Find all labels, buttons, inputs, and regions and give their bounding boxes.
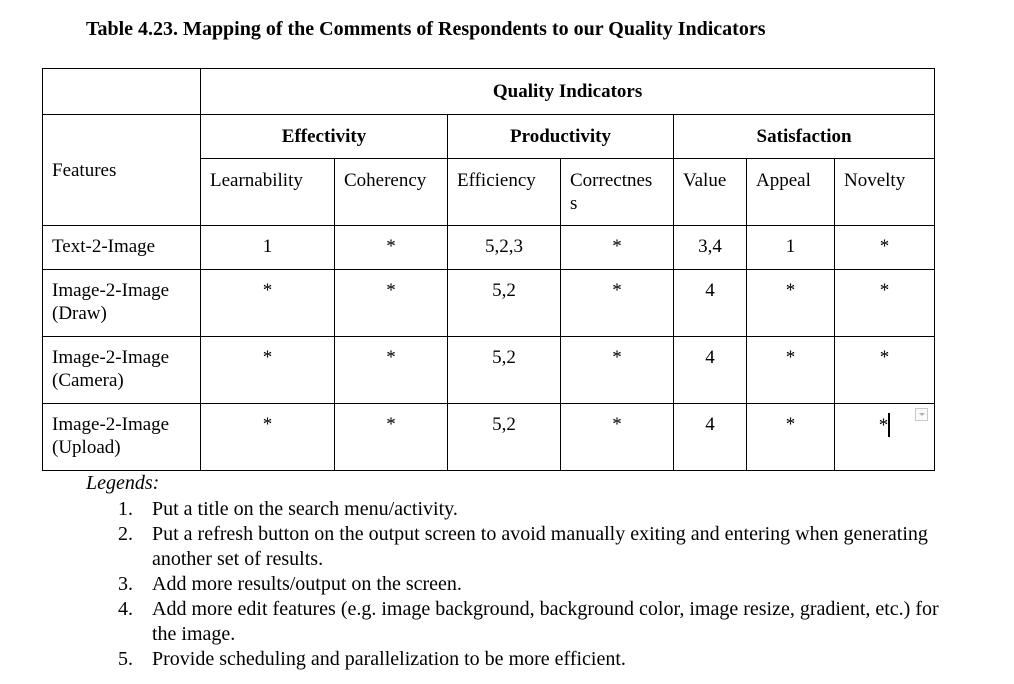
row-feature-label: Text-2-Image xyxy=(43,226,201,270)
list-item-text: Provide scheduling and parallelization to be more efficient. xyxy=(152,648,626,670)
cell-value: * xyxy=(335,226,448,270)
indicator-novelty: Novelty xyxy=(835,159,935,226)
list-item-number: 3. xyxy=(118,573,133,595)
table-row xyxy=(43,404,935,471)
group-header-productivity: Productivity xyxy=(448,115,674,159)
cell-value: * xyxy=(561,226,674,270)
cell-value: * xyxy=(201,270,335,337)
cell-dropdown-icon[interactable] xyxy=(915,408,928,421)
table-row xyxy=(43,270,935,337)
list-item xyxy=(118,497,968,522)
cell-value: * xyxy=(835,270,935,337)
cell-value: * xyxy=(335,270,448,337)
cell-value: 4 xyxy=(674,404,747,471)
features-header: Features xyxy=(43,115,201,226)
cell-value: 5,2,3 xyxy=(448,226,561,270)
list-item-text: Put a title on the search menu/activity. xyxy=(152,498,458,520)
cell-value: 5,2 xyxy=(448,270,561,337)
legends-title: Legends: xyxy=(86,472,160,494)
row-feature-label: Image-2-Image (Upload) xyxy=(43,404,201,471)
indicator-learnability: Learnability xyxy=(201,159,335,226)
list-item xyxy=(118,597,968,647)
table-row xyxy=(43,337,935,404)
indicator-appeal: Appeal xyxy=(747,159,835,226)
cell-value: * xyxy=(335,404,448,471)
cell-value: * xyxy=(835,226,935,270)
cell-value: * xyxy=(335,337,448,404)
table-caption: Table 4.23. Mapping of the Comments of Respondents to our Quality Indicators xyxy=(86,18,766,40)
quality-indicators-header: Quality Indicators xyxy=(201,69,935,115)
table-row xyxy=(43,226,935,270)
cell-value: 4 xyxy=(674,270,747,337)
indicator-efficiency: Efficiency xyxy=(448,159,561,226)
list-item-text: Add more edit features (e.g. image background, background color, image resize, gradient, etc.) for the image. xyxy=(152,598,939,645)
cell-value: 1 xyxy=(201,226,335,270)
indicator-correctness: Correctnes s xyxy=(561,159,674,226)
cell-value: * xyxy=(201,404,335,471)
cell-value: 4 xyxy=(674,337,747,404)
list-item-number: 5. xyxy=(118,648,133,670)
list-item-text: Put a refresh button on the output screen to avoid manually exiting and entering when generating another set of results. xyxy=(152,523,928,570)
row-feature-label: Image-2-Image (Camera) xyxy=(43,337,201,404)
list-item xyxy=(118,522,968,572)
list-item-number: 1. xyxy=(118,498,133,520)
corner-cell xyxy=(43,69,201,115)
cell-text: * xyxy=(878,415,889,436)
list-item-number: 4. xyxy=(118,598,133,620)
cell-value: * xyxy=(201,337,335,404)
cell-value: * xyxy=(747,337,835,404)
text-cursor xyxy=(888,413,890,437)
indicator-value: Value xyxy=(674,159,747,226)
cell-value: 3,4 xyxy=(674,226,747,270)
cell-value: * xyxy=(747,404,835,471)
cell-value: 5,2 xyxy=(448,337,561,404)
group-header-satisfaction: Satisfaction xyxy=(674,115,935,159)
cell-value: * xyxy=(561,404,674,471)
quality-indicators-table xyxy=(42,68,935,471)
indicator-coherency: Coherency xyxy=(335,159,448,226)
cell-value: 5,2 xyxy=(448,404,561,471)
list-item-number: 2. xyxy=(118,523,133,545)
cell-value: * xyxy=(561,337,674,404)
list-item xyxy=(118,647,968,672)
cell-value: * xyxy=(561,270,674,337)
group-header-effectivity: Effectivity xyxy=(201,115,448,159)
legend-list xyxy=(118,497,968,672)
cell-value: * xyxy=(835,337,935,404)
cell-value: * xyxy=(747,270,835,337)
row-feature-label: Image-2-Image (Draw) xyxy=(43,270,201,337)
list-item-text: Add more results/output on the screen. xyxy=(152,573,462,595)
cell-value: 1 xyxy=(747,226,835,270)
list-item xyxy=(118,572,968,597)
